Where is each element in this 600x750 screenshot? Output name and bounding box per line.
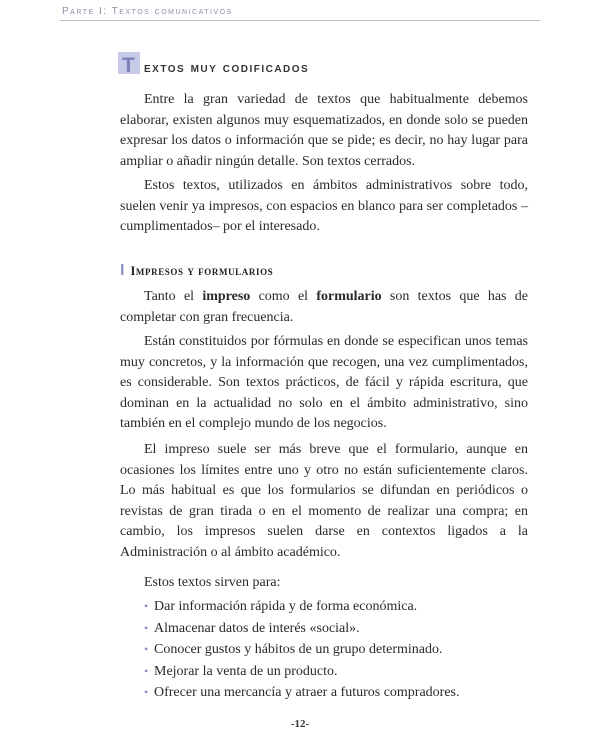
- list-item: • Dar información rápida y de forma económica.: [144, 596, 460, 618]
- subsection-title: Impresos y formularios: [130, 264, 274, 278]
- list-item: • Ofrecer una mercancía y atraer a futuros compradores.: [144, 682, 460, 704]
- paragraph-3: [120, 287, 528, 328]
- subsection-heading: [120, 262, 273, 280]
- bullet-icon: •: [144, 685, 149, 699]
- p3-mid: como el: [250, 289, 317, 304]
- list-item: • Conocer gustos y hábitos de un grupo determinado.: [144, 639, 460, 661]
- p3-before: Tanto el: [144, 289, 203, 304]
- paragraph-2: Estos textos, utilizados en ámbitos administrativos sobre todo, suelen venir ya impresos, con espacios en blanco para ser completados –cumplimentados– por el interesado.: [120, 178, 528, 234]
- subsection-marker: I: [120, 262, 125, 279]
- page-number: -12-: [290, 718, 310, 730]
- bullet-icon: •: [144, 642, 149, 656]
- section-title: [118, 52, 309, 78]
- bullet-icon: •: [144, 599, 149, 613]
- uses-list: [144, 596, 460, 704]
- initial-letter: T: [122, 54, 135, 77]
- term-formulario: formulario: [316, 289, 382, 304]
- paragraph-4: Están constituidos por fórmulas en donde se especifican unos temas muy concretos, y la información que recogen, una vez cumplimentados, es considerable. Son textos prácticos, de fácil y rápida escritura, que dominan en la actualidad no solo en el ámbito administrativo, sino también en el complejo mundo de los negocios.: [120, 334, 528, 431]
- bullet-icon: •: [144, 663, 149, 678]
- section-initial: [118, 52, 142, 78]
- paragraph-1: Entre la gran variedad de textos que habitualmente debemos elaborar, existen algunos muy esquematizados, en donde solo se pueden expresar los datos o información que se pide; es decir, no hay lugar para ampliar o añadir ningún detalle. Son textos cerrados.: [120, 92, 528, 169]
- section-title-text: extos muy codificados: [144, 59, 310, 75]
- list-item: • Almacenar datos de interés «social».: [144, 618, 460, 640]
- running-header: Parte I: Textos comunicativos: [62, 6, 233, 17]
- paragraph-5: El impreso suele ser más breve que el formulario, aunque en ocasiones los límites entre uno y otro no están suficientemente claros. Lo más habitual es que los formularios se difundan en periódicos o revistas de gran tirada o en el momento de realizar una compra; en cambio, los impresos suelen darse en contextos ligados a la Administración o al ámbito académico.: [120, 442, 528, 560]
- term-impreso: impreso: [202, 289, 251, 304]
- header-rule: [60, 20, 540, 21]
- p3-after: son textos que has de completar con gran frecuencia.: [120, 289, 528, 325]
- list-intro: Estos textos sirven para:: [144, 575, 281, 590]
- list-item: • Mejorar la venta de un producto.: [144, 661, 460, 683]
- bullet-icon: •: [144, 620, 149, 635]
